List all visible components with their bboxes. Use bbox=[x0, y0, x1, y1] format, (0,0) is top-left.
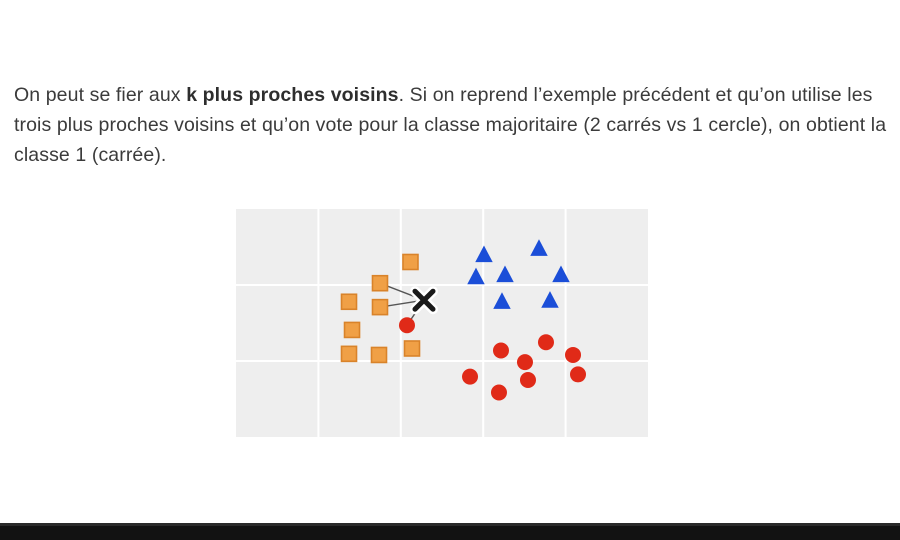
query-point-marker bbox=[415, 291, 433, 309]
triangle-marker bbox=[493, 292, 510, 309]
square-marker bbox=[342, 346, 357, 361]
triangle-marker bbox=[530, 239, 547, 256]
square-marker bbox=[405, 341, 420, 356]
circle-marker bbox=[517, 354, 533, 370]
circle-marker bbox=[462, 369, 478, 385]
triangle-marker bbox=[552, 265, 569, 282]
figure-container bbox=[236, 209, 648, 437]
square-marker bbox=[403, 254, 418, 269]
square-marker bbox=[372, 276, 387, 291]
paragraph-bold-term: k plus proches voisins bbox=[186, 83, 399, 106]
paragraph-part-2: . Si on reprend l’exemple précédent et qu’on utilise les trois plus proches voisins et qu’on vote pour la classe majoritaire (2 carrés vs 1 cercle), on obtient la classe 1 (carrée). bbox=[14, 83, 887, 166]
circle-marker bbox=[538, 334, 554, 350]
square-marker bbox=[372, 347, 387, 362]
square-marker bbox=[342, 294, 357, 309]
circle-marker bbox=[493, 342, 509, 358]
scatter-svg bbox=[236, 209, 648, 437]
slide-paragraph bbox=[14, 80, 892, 170]
circle-marker bbox=[399, 317, 415, 333]
triangle-marker bbox=[541, 291, 558, 308]
square-marker bbox=[372, 300, 387, 315]
triangle-marker bbox=[467, 268, 484, 285]
bottom-bar bbox=[0, 526, 900, 540]
triangle-marker bbox=[496, 265, 513, 282]
paragraph-part-1: On peut se fier aux bbox=[14, 83, 187, 106]
circle-marker bbox=[520, 372, 536, 388]
triangle-marker bbox=[475, 246, 492, 263]
circle-marker bbox=[491, 385, 507, 401]
square-marker bbox=[345, 322, 360, 337]
circle-marker bbox=[570, 366, 586, 382]
knn-scatter-figure bbox=[236, 209, 648, 437]
circle-marker bbox=[565, 347, 581, 363]
